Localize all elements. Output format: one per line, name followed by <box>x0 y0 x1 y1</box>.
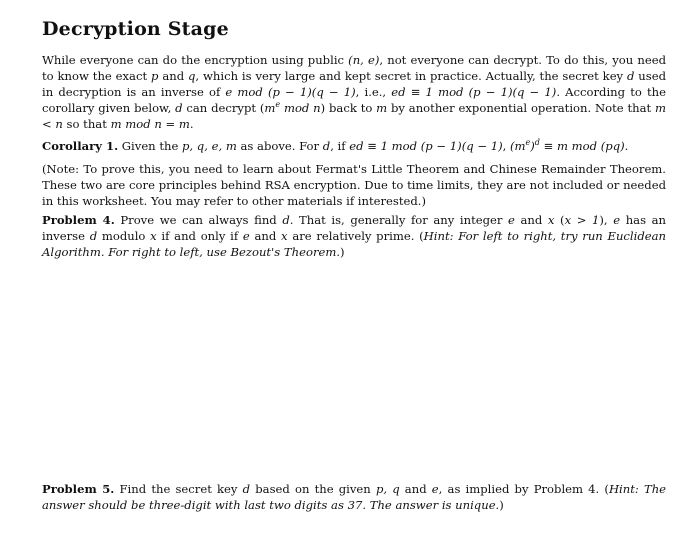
intro-math: m <box>264 101 276 115</box>
intro-text: , i.e., <box>355 85 392 99</box>
problem4-text: and <box>514 213 548 227</box>
problem4-hint: Hint: For left to right, try run Euclidean Algorithm. For right to left, use Bezout's Theorem. <box>42 229 667 259</box>
corollary-superscript: d <box>534 138 540 148</box>
problem4-text: if and only if <box>156 229 243 243</box>
corollary-math: ed ≡ 1 mod (p − 1)(q − 1) <box>349 139 503 153</box>
intro-math: p <box>151 69 159 83</box>
problem5-text: and <box>399 482 432 496</box>
intro-text: . <box>189 117 194 131</box>
problem4-paragraph <box>42 212 666 260</box>
problem4-text: ( <box>554 213 565 227</box>
problem4-label: Problem 4. <box>42 213 115 227</box>
corollary-math: ) <box>530 139 535 153</box>
corollary-text: as above. For <box>236 139 323 153</box>
intro-text: by another exponential operation. Note that <box>387 101 655 115</box>
problem5-hint: Hint: The answer should be three-digit with last two digits as 37. The answer is unique. <box>42 482 667 512</box>
intro-math: mod n <box>280 101 321 115</box>
section-title: Decryption Stage <box>42 18 229 40</box>
corollary-text: , <box>502 139 510 153</box>
intro-math: m <box>376 101 388 115</box>
problem4-text: Prove we can always find <box>114 213 283 227</box>
problem4-math: x <box>547 213 555 227</box>
corollary-math: ≡ m mod (pq) <box>539 139 625 153</box>
intro-text: . According to the corollary given below, <box>42 85 666 115</box>
intro-superscript: e <box>275 100 281 110</box>
problem5-math: p, q <box>375 482 400 496</box>
intro-math: (n, e) <box>348 53 380 67</box>
corollary-superscript: e <box>525 138 531 148</box>
problem4-text: and <box>249 229 282 243</box>
intro-math: ed ≡ 1 mod (p − 1)(q − 1) <box>391 85 557 99</box>
problem4-text: has an inverse <box>42 213 666 243</box>
intro-text: ) back to <box>320 101 377 115</box>
problem4-math: d <box>89 229 98 243</box>
intro-math: d <box>175 101 183 115</box>
intro-text: can decrypt ( <box>182 101 265 115</box>
problem5-text: ) <box>499 498 504 512</box>
intro-text: , which is very large and kept secret in practice. Actually, the secret key <box>195 69 627 83</box>
intro-math: m mod n = m <box>110 117 190 131</box>
problem5-math: e <box>431 482 439 496</box>
problem5-text: based on the given <box>250 482 376 496</box>
problem4-math: x > 1 <box>564 213 600 227</box>
intro-math: q <box>188 69 196 83</box>
intro-paragraph <box>42 52 666 132</box>
corollary-text: , if <box>330 139 350 153</box>
problem5-label: Problem 5. <box>42 482 115 496</box>
intro-text: and <box>158 69 188 83</box>
intro-math: e mod (p − 1)(q − 1) <box>225 85 356 99</box>
problem4-text: ) <box>340 245 345 259</box>
corollary-text: . <box>624 139 629 153</box>
intro-math: m < n <box>42 101 666 131</box>
problem4-math: e <box>508 213 515 227</box>
corollary-math: p, q, e, m <box>182 139 237 153</box>
corollary-paragraph <box>42 138 666 154</box>
problem4-math: e <box>613 213 621 227</box>
corollary-math: (m <box>510 139 526 153</box>
problem4-text: are relatively prime. ( <box>287 229 424 243</box>
problem4-text: ), <box>599 213 614 227</box>
problem4-math: x <box>281 229 288 243</box>
intro-math: d <box>626 69 635 83</box>
intro-text: While everyone can do the encryption using public <box>42 53 349 67</box>
intro-text: , not everyone can decrypt. To do this, you need to know the exact <box>42 53 666 83</box>
corollary-text: Given the <box>118 139 182 153</box>
problem4-text: modulo <box>97 229 151 243</box>
problem4-text: . That is, generally for any integer <box>289 213 509 227</box>
corollary-label: Corollary 1. <box>42 139 119 153</box>
problem5-text: Find the secret key <box>114 482 243 496</box>
problem5-text: , as implied by Problem 4. ( <box>438 482 609 496</box>
intro-text: so that <box>62 117 111 131</box>
problem4-math: e <box>242 229 250 243</box>
intro-text: used in decryption is an inverse of <box>42 69 666 99</box>
problem5-math: d <box>242 482 251 496</box>
problem4-math: x <box>150 229 157 243</box>
problem4-math: d <box>282 213 290 227</box>
problem5-paragraph <box>42 481 666 513</box>
note-paragraph: (Note: To prove this, you need to learn about Fermat's Little Theorem and Chinese Remainder Theorem. These two are core principles behind RSA encryption. Due to time limits, they are not included or needed in this worksheet. You may refer to other materials if interested.) <box>42 162 666 208</box>
corollary-math: d <box>322 139 331 153</box>
